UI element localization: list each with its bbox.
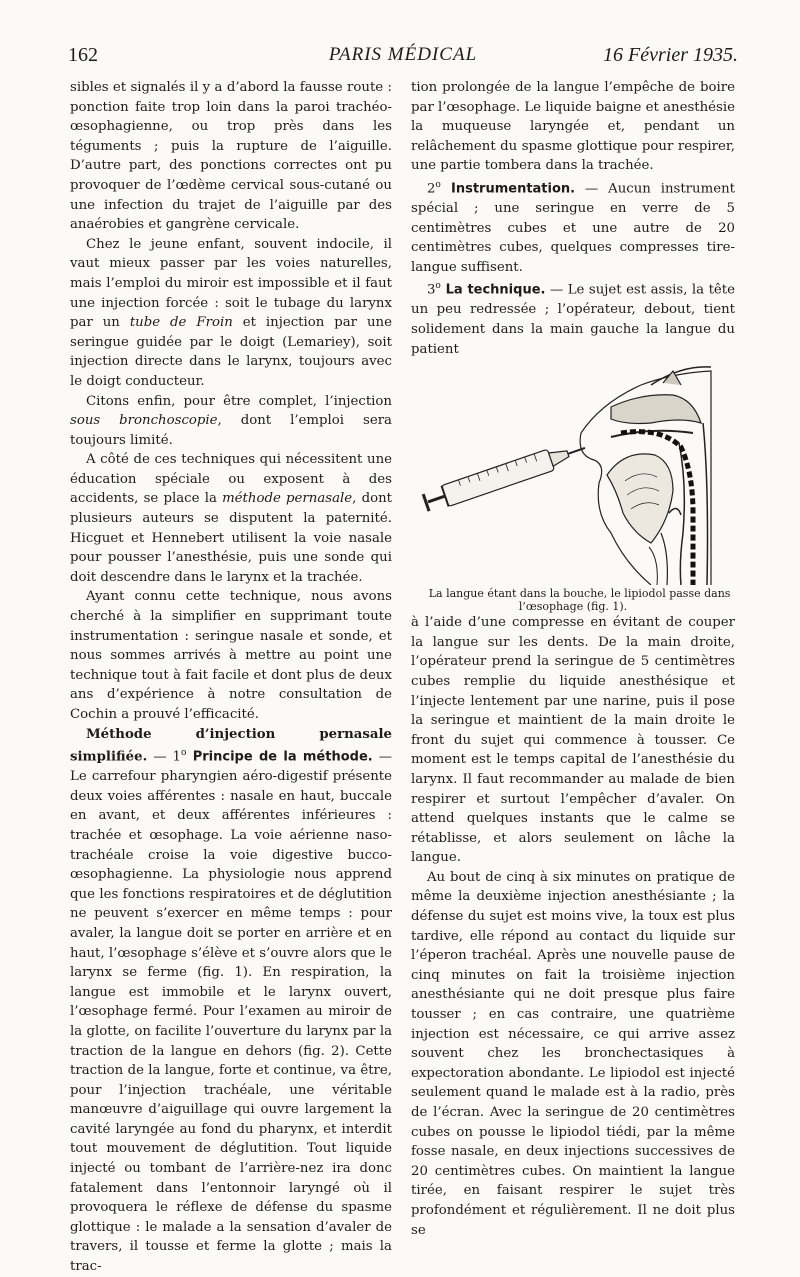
figure-caption: La langue étant dans la bouche, le lipiodol passe dans l’œsophage (fig. 1).: [428, 587, 731, 614]
paragraph: Chez le jeune enfant, souvent indocile, il vaut mieux passer par les voies naturelles, mais l’emploi du miroir est impossible et il faut une injection forcée : soit le tubage du larynx par un tube de Froin et injection par une seringue guidée par le doigt (Lemariey), soit injection directe dans le larynx, toujours avec le doigt conducteur.: [70, 236, 392, 389]
page-header: [68, 44, 738, 70]
left-column: [70, 78, 392, 1277]
paragraph: Ayant connu cette technique, nous avons cherché à la simplifier en supprimant toute instrumentation : seringue nasale et sonde, et nous sommes arrivés à mettre au point une technique tout à fait facile et dont plus de deux ans d’expérience à notre consultation de Cochin a prouvé l’efficacité.: [70, 589, 392, 722]
paragraph: Citons enfin, pour être complet, l’injection sous bronchoscopie, dont l’emploi sera toujours limité.: [70, 393, 392, 448]
paragraph: à l’aide d’une compresse en évitant de couper la langue sur les dents. De la main droite, l’opérateur prend la seringue de 5 centimètres cubes remplie du liquide anesthésique et l’injecte lentement par une narine, puis il pose la seringue et maintient de la main droite le front du sujet qui commence à tousser. Ce moment est le temps capital de l’anesthésie du larynx. Il faut recommander au malade de bien respirer et surtout l’empêcher d’avaler. On attend quelques instants que le calme se rétablisse, et alors seulement on lâche la langue.: [411, 615, 735, 866]
paragraph: sibles et signalés il y a d’abord la fausse route : ponction faite trop loin dans la paroi trachéo-œsophagienne, ou trop près dans les téguments ; puis la rupture de l’aiguille. D’autre part, des ponctions correctes ont pu provoquer de l’œdème cervical sous-cutané ou une infection du trajet de l’aiguille par des anaérobies et gangrène cervicale.: [70, 80, 392, 233]
paragraph: A côté de ces techniques qui nécessitent une éducation spéciale ou exposent à des accidents, se place la méthode pernasale, dont plusieurs auteurs se disputent la paternité. Hicguet et Hennebert utilisent la voie nasale pour pousser l’anesthésie, puis une sonde qui doit descendre dans le larynx et la trachée.: [70, 452, 393, 585]
right-column: [411, 78, 735, 1240]
issue-date: 16 Février 1935.: [603, 44, 738, 66]
figure-1-illustration: [411, 363, 735, 585]
section-heading: Méthode d’injection pernasale simplifiée. — 1$^o$ Principe de la méthode. — Le carrefour pharyngien aéro-digestif présente deux voies afférentes : nasale en haut, buccale en avant, et deux afférentes inférieures : trachée et œsophage. La voie aérienne naso-trachéale croise la voie digestive bucco-œsophagienne. La physiologie nous apprend que les fonctions respiratoires et de déglutition ne peuvent s’exercer en même temps : pour avaler, la langue doit se porter en arrière et en haut, l’œsophage s’élève et s’ouvre alors que le larynx se ferme (fig. 1). En respiration, la langue est immobile et le larynx ouvert, l’œsophage fermé. Pour l’examen au miroir de la glotte, on facilite l’ouverture du larynx par la traction de la langue en dehors (fig. 2). Cette traction de la langue, forte et continue, va être, pour l’injection trachéale, une véritable manœuvre d’aiguillage qui ouvre largement la cavité laryngée au fond du pharynx, et interdit tout mouvement de déglutition. Tout liquide injecté ou tombant de l’arrière-nez ira donc fatalement dans l’entonnoir laryngé où il provoquera le réflexe de défense du spasme glottique : le malade a la sensation d’avaler de travers, il tousse et ferme la glotte ; mais la trac-: [70, 726, 393, 1275]
paragraph: tion prolongée de la langue l’empêche de boire par l’œsophage. Le liquide baigne et anesthésie la muqueuse laryngée et, pendant un relâchement du spasme glottique pour respirer, une partie tombera dans la trachée.: [411, 80, 735, 174]
journal-title: PARIS MÉDICAL: [328, 44, 478, 65]
subsection-technique: 3$^o$ La technique. — Le sujet est assis, la tête un peu redressée ; l’opérateur, debout, tient solidement dans la main gauche la langue du patient: [411, 281, 735, 357]
subsection-instrumentation: 2$^o$ Instrumentation. — Aucun instrument spécial ; une seringue en verre de 5 centimètres cubes et une autre de 20 centimètres cubes, quelques compresses tire-langue suffisent.: [411, 179, 735, 275]
paragraph: Au bout de cinq à six minutes on pratique de même la deuxième injection anesthésiante ; la défense du sujet est moins vive, la toux est plus tardive, elle répond au contact du liquide sur l’éperon trachéal. Après une nouvelle pause de cinq minutes on fait la troisième injection anesthésiante qui ne doit presque plus faire tousser ; en cas contraire, une quatrième injection est nécessaire, ce qui arrive assez souvent chez les bronchectasiques à expectoration abondante. Le lipiodol est injecté seulement quand le malade est à la radio, près de l’écran. Avec la seringue de 20 centimètres cubes on pousse le lipiodol tiédi, par la même fosse nasale, en deux injections successives de 20 centimètres cubes. On maintient la langue tirée, en faisant respirer le sujet très profondément et régulièrement. Il ne doit plus se: [411, 869, 735, 1238]
anatomical-diagram: [411, 363, 735, 585]
page-number: 162: [68, 44, 98, 66]
